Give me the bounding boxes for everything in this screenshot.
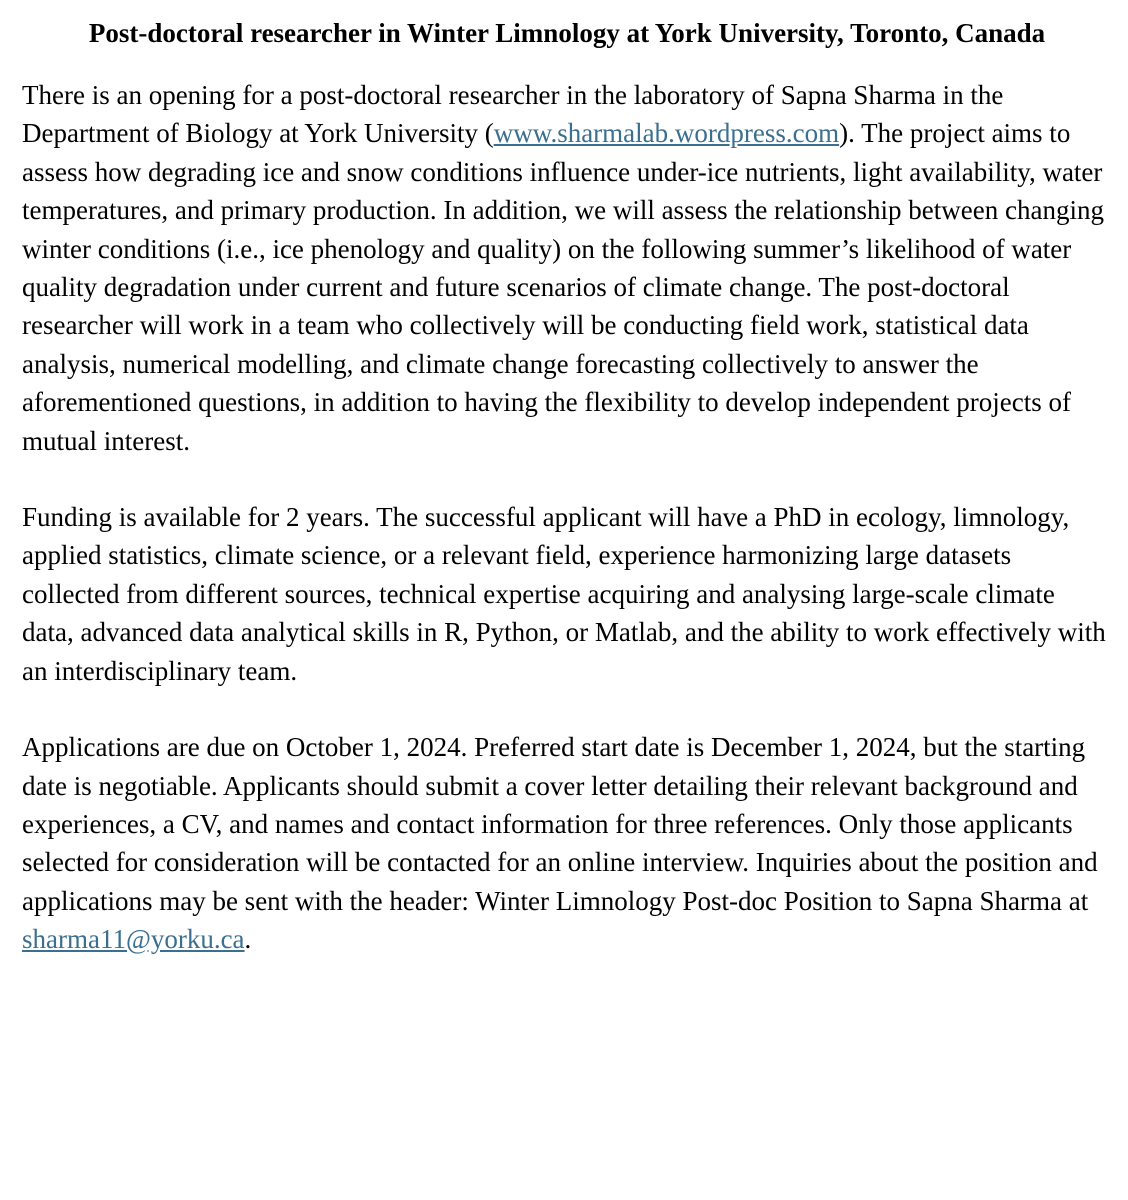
document-page (22, 14, 1112, 997)
paragraph-description (22, 76, 1112, 460)
paragraph-application-details (22, 728, 1112, 958)
paragraph-funding-requirements: Funding is available for 2 years. The successful applicant will have a PhD in ecology, limnology, applied statistics, climate science, or a relevant field, experience harmonizing large datasets collected from different sources, technical expertise acquiring and analysing large-scale climate data, advanced data analytical skills in R, Python, or Matlab, and the ability to work effectively with an interdisciplinary team. (22, 502, 1106, 686)
contact-email-link[interactable]: sharma11@yorku.ca (22, 924, 245, 955)
paragraph-application-text-start: Applications are due on October 1, 2024. Preferred start date is December 1, 2024, but the starting date is negotiable. Applicants should submit a cover letter detailing their relevant background and experiences, a CV, and names and contact information for three references. Only those applicants selected for consideration will be contacted for an online interview. Inquiries about the position and applications may be sent with the header: Winter Limnology Post-doc Position to Sapna Sharma at (22, 732, 1098, 916)
paragraph-description-text-start: There is an opening for a post-doctoral researcher in the laboratory of Sapna Sharma in the Department of Biology at York University ( (22, 80, 1004, 149)
paragraph-application-text-end: . (244, 924, 252, 955)
document-title: Post-doctoral researcher in Winter Limnology at York University, Toronto, Canada (88, 18, 1046, 48)
paragraph-description-text-end: ). The project aims to assess how degrading ice and snow conditions influence under-ice nutrients, light availability, water temperatures, and primary production. In addition, we will assess the relationship between changing winter conditions (i.e., ice phenology and quality) on the following summer’s likelihood of water quality degradation under current and future scenarios of climate change. The post-doctoral researcher will work in a team who collectively will be conducting field work, statistical data analysis, numerical modelling, and climate change forecasting collectively to answer the aforementioned questions, in addition to having the flexibility to develop independent projects of mutual interest. (22, 118, 1104, 456)
lab-website-link[interactable]: www.sharmalab.wordpress.com (493, 118, 840, 149)
